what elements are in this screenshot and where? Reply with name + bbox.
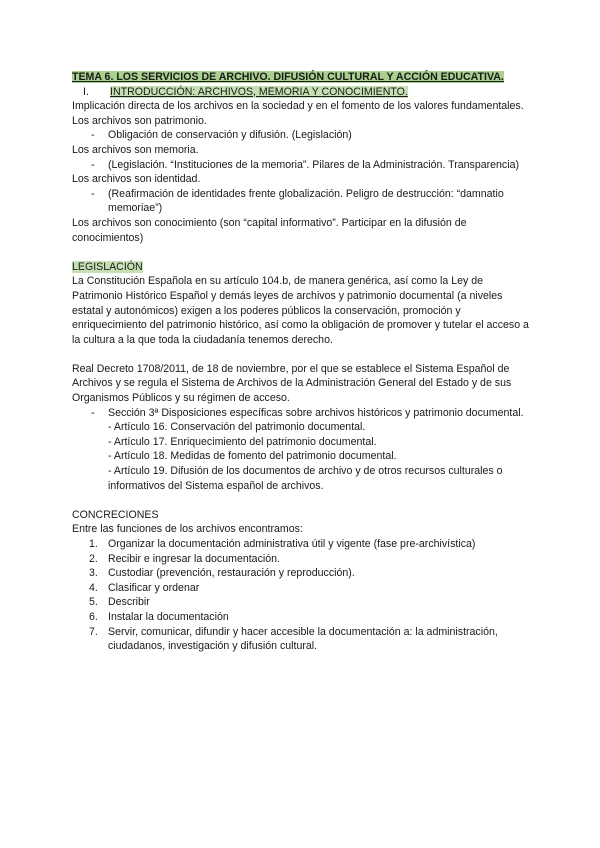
list-item-text: Servir, comunicar, difundir y hacer accesible la documentación a: la administración, ciudadanos, investigación y difusión cultural. xyxy=(108,625,498,653)
list-number: 5. xyxy=(89,596,98,609)
list-item xyxy=(72,610,530,625)
list-item xyxy=(72,625,530,654)
bullet-item xyxy=(72,406,530,421)
section-number: I. xyxy=(83,85,89,98)
document-body xyxy=(72,70,530,654)
bullet-item xyxy=(72,187,530,216)
document-title-line xyxy=(72,70,530,85)
bullet-item xyxy=(72,158,530,173)
list-number: 6. xyxy=(89,610,98,623)
legislacion-paragraph-2: Real Decreto 1708/2011, de 18 de noviembre, por el que se establece el Sistema Español de Archivos y se regula el Sistema de Archivos de la Administración General del Estado y de sus Organismos Públicos y su régimen de acceso. xyxy=(72,362,512,405)
article-item: - Artículo 19. Difusión de los documentos de archivo y de otros recursos culturales o informativos del Sistema español de archivos. xyxy=(108,465,503,492)
list-item-text: Recibir e ingresar la documentación. xyxy=(108,552,280,565)
statement-patrimonio: Los archivos son patrimonio. xyxy=(72,114,207,127)
list-item-text: Describir xyxy=(108,596,150,609)
bullet-text: (Legislación. “Instituciones de la memoria”. Pilares de la Administración. Transparencia) xyxy=(108,158,519,171)
list-number: 1. xyxy=(89,538,98,550)
spacer xyxy=(72,347,530,362)
functions-list xyxy=(72,537,530,654)
list-item xyxy=(72,581,530,596)
spacer xyxy=(72,493,530,508)
article-item: - Artículo 17. Enriquecimiento del patrimonio documental. xyxy=(108,435,377,448)
dash-marker: - xyxy=(91,187,95,200)
statement-identidad: Los archivos son identidad. xyxy=(72,173,201,186)
list-number: 7. xyxy=(89,625,98,638)
list-number: 3. xyxy=(89,567,98,580)
article-item: - Artículo 18. Medidas de fomento del patrimonio documental. xyxy=(108,450,397,463)
statement-conocimiento: Los archivos son conocimiento (son “capital informativo”. Participar en la difusión de conocimientos) xyxy=(72,216,467,244)
list-item xyxy=(72,537,530,552)
dash-marker: - xyxy=(91,129,95,142)
document-title: TEMA 6. LOS SERVICIOS DE ARCHIVO. DIFUSIÓN CULTURAL Y ACCIÓN EDUCATIVA. xyxy=(72,71,504,83)
list-item xyxy=(72,595,530,610)
article-list xyxy=(72,420,530,493)
dash-marker: - xyxy=(91,406,95,419)
legislacion-heading-line xyxy=(72,260,530,275)
spacer xyxy=(72,245,530,260)
list-item-text: Clasificar y ordenar xyxy=(108,581,200,594)
bullet-item xyxy=(72,128,530,143)
bullet-text: Sección 3ª Disposiciones específicas sobre archivos históricos y patrimonio documental. xyxy=(108,406,524,419)
bullet-text: Obligación de conservación y difusión. (Legislación) xyxy=(108,129,352,142)
list-item-text: Organizar la documentación administrativa útil y vigente (fase pre-archivística) xyxy=(108,538,476,550)
dash-marker: - xyxy=(91,158,95,171)
list-item xyxy=(72,552,530,567)
concreciones-heading: CONCRECIONES xyxy=(72,508,159,521)
list-number: 4. xyxy=(89,581,98,594)
legislacion-paragraph-1: La Constitución Española en su artículo 104.b, de manera genérica, así como la Ley de Patrimonio Histórico Español y demás leyes de archivos y patrimonio documental (a niveles estatal y autonómicos) exigen a los poderes públicos la conservación, promoción y enriquecimiento del patrimonio histórico, así como la obligación de promover y tutelar el acceso a la cultura a la que toda la ciudadanía tenemos derecho. xyxy=(72,275,529,346)
section-heading: INTRODUCCIÓN: ARCHIVOS, MEMORIA Y CONOCIMIENTO. xyxy=(110,85,408,98)
statement-memoria: Los archivos son memoria. xyxy=(72,143,199,156)
list-item-text: Custodiar (prevención, restauración y reproducción). xyxy=(108,567,355,580)
list-item-text: Instalar la documentación xyxy=(108,610,229,623)
list-number: 2. xyxy=(89,552,98,565)
list-item xyxy=(72,566,530,581)
intro-paragraph: Implicación directa de los archivos en la sociedad y en el fomento de los valores fundamentales. xyxy=(72,100,524,113)
section-heading-row xyxy=(72,85,530,100)
legislacion-heading: LEGISLACIÓN xyxy=(72,260,143,273)
concreciones-intro: Entre las funciones de los archivos encontramos: xyxy=(72,523,303,536)
bullet-text: (Reafirmación de identidades frente globalización. Peligro de destrucción: “damnatio memoriae”) xyxy=(108,187,504,215)
article-item: - Artículo 16. Conservación del patrimonio documental. xyxy=(108,421,366,434)
